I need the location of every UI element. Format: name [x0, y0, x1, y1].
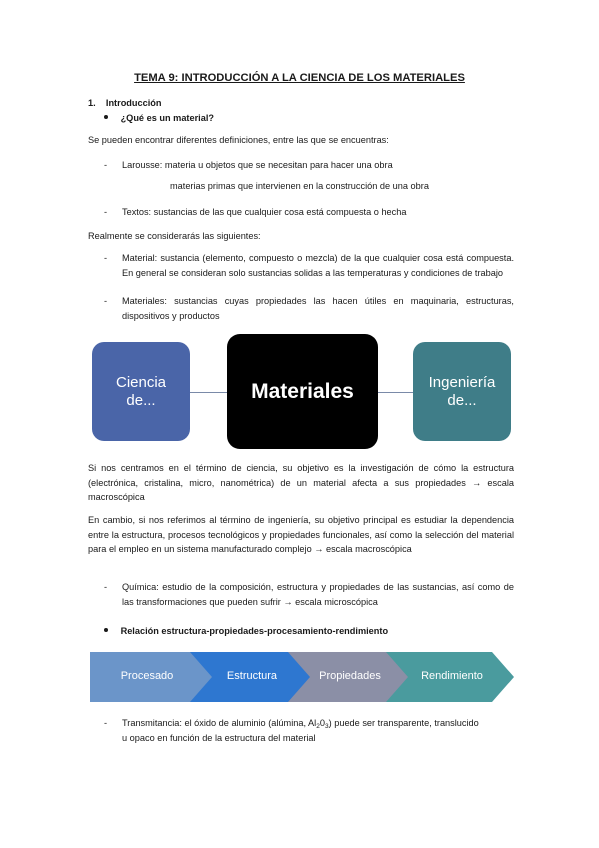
section-heading: [88, 96, 162, 111]
section-number: 1.: [88, 98, 96, 108]
def-larousse-2: materias primas que intervienen en la construcción de una obra: [170, 181, 429, 191]
dash-icon: -: [104, 207, 108, 217]
list-item-material: Material: sustancia (elemento, compuesto o mezcla) de la que cualquier cosa está compuesta. En general se consideran solo sustancias solidas a las temperaturas y condiciones de trabajo: [122, 253, 514, 278]
dash-icon: -: [104, 160, 108, 170]
dash-icon: -: [104, 253, 108, 263]
process-chevron-diagram: [90, 652, 514, 702]
paragraph-definitions-intro: Se pueden encontrar diferentes definiciones, entre las que se encuentras:: [88, 135, 389, 145]
def-textos: Textos: sustancias de las que cualquier cosa está compuesta o hecha: [122, 207, 407, 217]
question-text: ¿Qué es un material?: [120, 113, 214, 123]
def-larousse-1: Larousse: materia u objetos que se necesitan para hacer una obra: [122, 160, 393, 170]
bullet-question: [104, 111, 214, 126]
paragraph-considered-intro: Realmente se considerarás las siguientes:: [88, 231, 261, 241]
bullet-relation: [104, 624, 388, 639]
subscript-2: 2: [316, 723, 320, 730]
diagram-center-box: Materiales: [227, 334, 378, 449]
subscript-3: 3: [324, 723, 329, 730]
bullet-dot-icon: [104, 628, 108, 632]
bullet-dot-icon: [104, 115, 108, 119]
relation-heading: Relación estructura-propiedades-procesamiento-rendimiento: [120, 626, 389, 636]
process-step-label: Procesado: [120, 670, 174, 682]
page-title: TEMA 9: INTRODUCCIÓN A LA CIENCIA DE LOS MATERIALES: [134, 72, 465, 84]
transmitancia-text-a: Transmitancia: el óxido de aluminio (alúmina, Al: [122, 718, 317, 728]
list-item-quimica: Química: estudio de la composición, estructura y propiedades de las sustancias, así como de las transformaciones que pueden sufrir → escala microscópica: [122, 582, 514, 607]
dash-icon: -: [104, 718, 108, 728]
section-title: Introducción: [105, 98, 162, 108]
process-step-label: Propiedades: [319, 670, 381, 682]
diagram-left-box: Ciencia de...: [92, 342, 190, 441]
process-step-label: Rendimiento: [421, 670, 483, 682]
list-item-materiales: Materiales: sustancias cuyas propiedades las hacen útiles en maquinaria, estructuras, dispositivos y productos: [122, 296, 514, 321]
diagram-right-box: Ingeniería de...: [413, 342, 511, 441]
process-step-label: Estructura: [226, 670, 278, 682]
transmitancia-text-b: ) puede ser transparente, translucido: [328, 718, 479, 728]
dash-icon: -: [104, 582, 108, 592]
dash-icon: -: [104, 296, 108, 306]
transmitancia-oxygen: 0: [319, 718, 325, 728]
transmitancia-line-2: u opaco en función de la estructura del material: [122, 733, 316, 743]
paragraph-ciencia: Si nos centramos en el término de ciencia, su objetivo es la investigación de cómo la estructura (electrónica, cristalina, micro, nanométrica) de un material afecta a sus propiedades → escala macroscópica: [88, 463, 514, 503]
paragraph-ingenieria: En cambio, si nos referimos al término de ingeniería, su objetivo principal es estudiar la dependencia entre la estructura, procesos tecnológicos y propiedades funcionales, así como la selección del material para el empleo en un sistema manufacturado complejo → escala macroscópica: [88, 515, 514, 555]
